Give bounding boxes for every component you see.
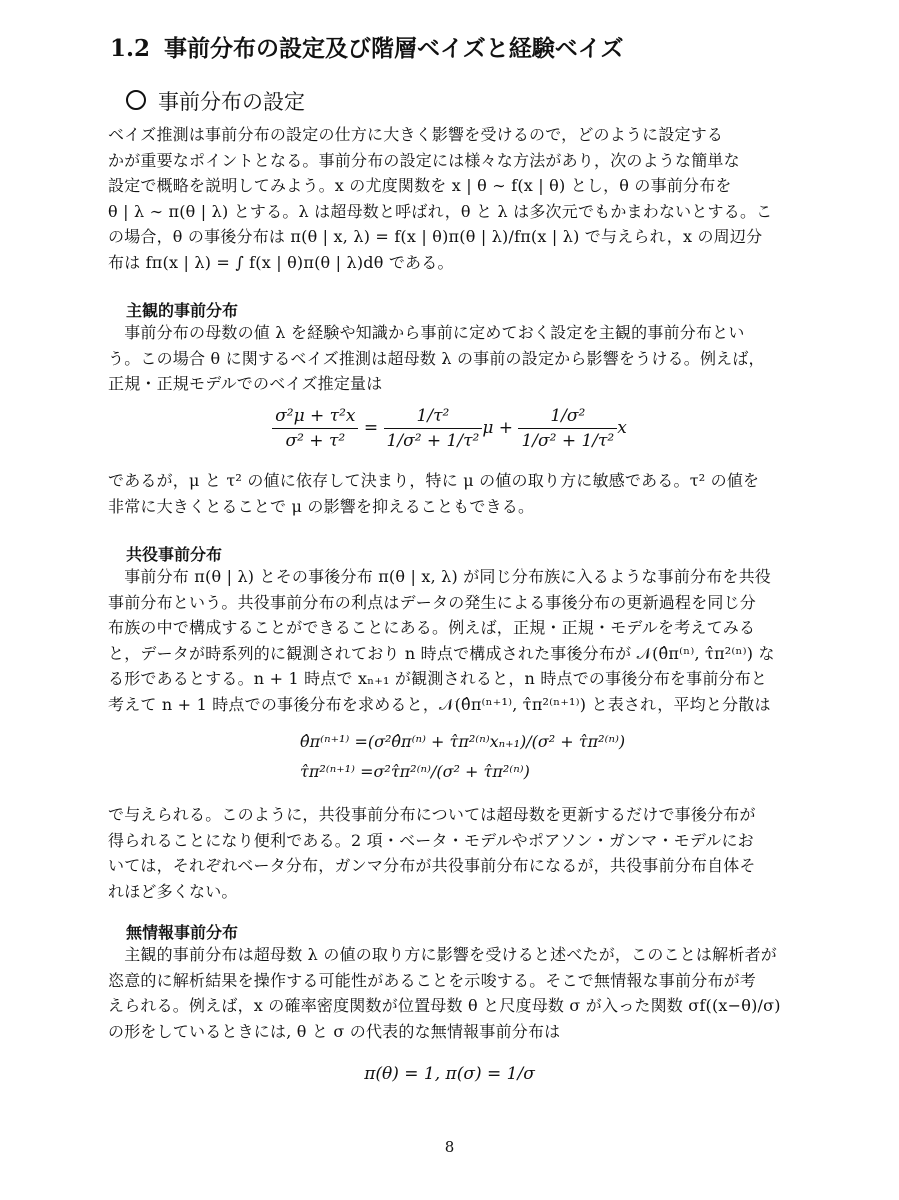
text-line: 事前分布 π(θ | λ) とその事後分布 π(θ | x, λ) が同じ分布族に入るような事前分布を共役	[108, 567, 772, 586]
text-line: 得られることになり便利である。2 項・ベータ・モデルやポアソン・ガンマ・モデルにお	[108, 830, 754, 850]
page-number: 8	[444, 1138, 455, 1156]
conjugate-paragraph-2	[108, 802, 798, 904]
text-line: 事前分布の母数の値 λ を経験や知識から事前に定めておく設定を主観的事前分布とい	[108, 323, 745, 342]
text-line: えられる。例えば，x の確率密度関数が位置母数 θ と尺度母数 σ が入った関数 σf((x−θ)/σ)	[108, 996, 781, 1016]
text-line: ベイズ推測は事前分布の設定の仕方に大きく影響を受けるので，どのように設定する	[108, 125, 724, 144]
text-line: 設定で概略を説明してみよう。x の尤度関数を x | θ ∼ f(x | θ) とし，θ の事前分布を	[108, 176, 732, 196]
noninformative-paragraph	[108, 942, 798, 1044]
text-line: 恣意的に解析結果を操作する可能性があることを示唆する。そこで無情報な事前分布が考	[108, 970, 757, 990]
posterior-variance-equation: τ̂π²⁽ⁿ⁺¹⁾ =σ²τ̂π²⁽ⁿ⁾/(σ² + τ̂π²⁽ⁿ⁾)	[300, 762, 530, 781]
intro-paragraph	[108, 122, 798, 276]
text-line: かが重要なポイントとなる。事前分布の設定には様々な方法があり，次のような簡単な	[108, 150, 740, 170]
subjective-paragraph-2	[108, 468, 798, 519]
text-line: る形であるとする。n + 1 時点で xₙ₊₁ が観測されると，n 時点での事後分布を事前分布と	[108, 669, 768, 689]
text-line: の形をしているときには, θ と σ の代表的な無情報事前分布は	[108, 1021, 561, 1041]
text-line: う。この場合 θ に関するベイズ推測は超母数 λ の事前の設定から影響をうける。例えば，	[108, 348, 765, 368]
section-title: 事前分布の設定及び階層ベイズと経験ベイズ	[164, 35, 624, 62]
section-heading	[110, 30, 624, 63]
fraction: $\frac{\text{σ²μ + τ²x}}{\text{σ² + τ²}}$	[272, 406, 358, 451]
conjugate-paragraph	[108, 564, 798, 718]
text-line: 非常に大きくとることで μ の影響を抑えることもできる。	[108, 496, 535, 516]
text-line: 布族の中で構成することができることにある。例えば，正規・正規・モデルを考えてみる	[108, 618, 756, 638]
text-line: で与えられる。このように，共役事前分布については超母数を更新するだけで事後分布が	[108, 805, 756, 824]
posterior-mean-equation: θ̂π⁽ⁿ⁺¹⁾ =(σ²θ̂π⁽ⁿ⁾ + τ̂π²⁽ⁿ⁾xₙ₊₁)/(σ² + τ̂π²⁽ⁿ⁾)	[300, 732, 626, 751]
heading-conjugate: 共役事前分布	[126, 545, 223, 564]
circle-bullet-icon	[126, 90, 146, 110]
fraction: $\frac{\text{1/τ²}}{\text{1/σ² + 1/τ²}}$	[384, 406, 483, 451]
section-number: 1.2	[110, 35, 151, 62]
text-line: 事前分布という。共役事前分布の利点はデータの発生による事後分布の更新過程を同じ分	[108, 592, 757, 612]
text-line: の場合，θ の事後分布は π(θ | x, λ) = f(x | θ)π(θ | λ)/fπ(x | λ) で与えられ，x の周辺分	[108, 227, 763, 247]
noninformative-prior-equation: π(θ) = 1, π(σ) = 1/σ	[364, 1064, 535, 1084]
bayes-estimator-equation: $\frac{\text{σ²μ + τ²x}}{\text{σ² + τ²}}$ = $\frac{\text{1/τ²}}{\text{1/σ² + 1/τ²}}$ μ + $\frac{\text{1/σ²}}{\text{1/σ² + 1/τ²}}$ x	[0, 406, 899, 451]
text-line: 考えて n + 1 時点での事後分布を求めると，𝒩(θ̂π⁽ⁿ⁺¹⁾, τ̂π²⁽ⁿ⁺¹⁾) と表され，平均と分散は	[108, 694, 771, 714]
text-line: 主観的事前分布は超母数 λ の値の取り方に影響を受けると述べたが，このことは解析者が	[108, 945, 777, 964]
subsection-title: 事前分布の設定	[158, 90, 305, 114]
text-line: θ | λ ∼ π(θ | λ) とする。λ は超母数と呼ばれ，θ と λ は多次元でもかまわないとする。こ	[108, 201, 773, 221]
heading-noninformative: 無情報事前分布	[126, 923, 239, 942]
text-line: と，データが時系列的に観測されており n 時点で構成された事後分布が 𝒩(θ̂π⁽ⁿ⁾, τ̂π²⁽ⁿ⁾) な	[108, 643, 775, 663]
fraction: $\frac{\text{1/σ²}}{\text{1/σ² + 1/τ²}}$	[518, 406, 617, 451]
subjective-paragraph	[108, 320, 798, 397]
text-line: であるが，μ と τ² の値に依存して決まり，特に μ の値の取り方に敏感である。τ² の値を	[108, 471, 760, 490]
text-line: 正規・正規モデルでのベイズ推定量は	[108, 374, 383, 394]
heading-subjective: 主観的事前分布	[126, 301, 239, 320]
text-line: いては，それぞれベータ分布，ガンマ分布が共役事前分布になるが，共役事前分布自体そ	[108, 856, 756, 876]
text-line: 布は fπ(x | λ) = ∫ f(x | θ)π(θ | λ)dθ である。	[108, 252, 454, 272]
subsection-heading	[126, 86, 305, 116]
text-line: れほど多くない。	[108, 881, 238, 901]
